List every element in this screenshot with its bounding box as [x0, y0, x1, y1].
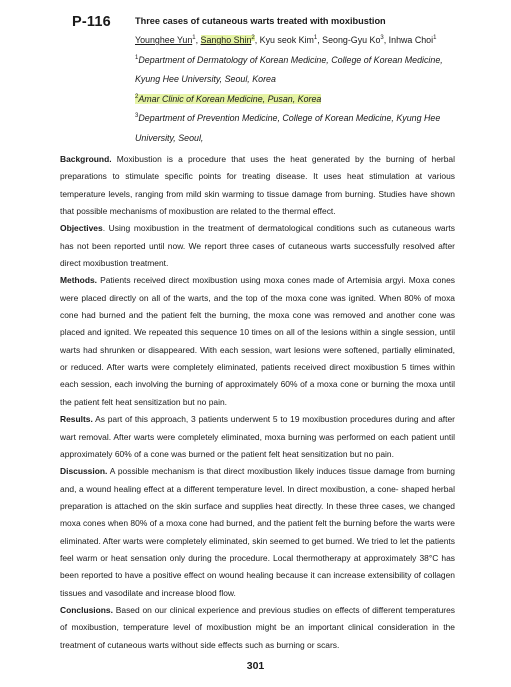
section-label: Discussion.: [60, 466, 108, 477]
section-label: Conclusions.: [60, 604, 113, 615]
author-name: Younghee Yun: [135, 35, 193, 45]
author-affiliation-mark: 1: [192, 35, 196, 41]
section-label: Background.: [60, 154, 112, 164]
affiliation-text: Amar Clinic of Korean Medicine, Pusan, Korea: [138, 93, 322, 104]
author-affiliation-mark: 2: [251, 35, 255, 41]
affiliation-mark: 2: [135, 93, 139, 100]
affiliation-highlight: [135, 94, 321, 104]
author-name: , Inhwa Choi: [383, 35, 434, 45]
results-paragraph: [60, 411, 455, 463]
page-number: 301: [246, 660, 265, 672]
abstract-body: [60, 151, 455, 654]
author-affiliation-mark: 3: [380, 35, 384, 41]
affiliation-text: Department of Prevention Medicine, College of Korean Medicine, Kyung Hee: [138, 113, 441, 123]
affiliation-3-cont: University, Seoul,: [135, 132, 204, 143]
affiliation-mark: 3: [135, 113, 139, 119]
affiliation-text: Department of Dermatology of Korean Medicine, College of Korean Medicine,: [138, 54, 443, 65]
abstract-header: [135, 14, 500, 148]
section-text: As part of this approach, 3 patients underwent 5 to 19 moxibustion procedures during and after wart removal. After warts were completely eliminated, moxa burning was performed on each patient until approximately 60% of a cone was burned or the patient felt heat sensitization but no pain.: [60, 414, 455, 459]
section-text: . Using moxibustion in the treatment of dermatological conditions such as cutaneous warts has not been reported until now. We report three cases of cutaneous warts successfully resolved after direct moxibustion treatment.: [60, 223, 455, 269]
discussion-paragraph: [60, 463, 455, 602]
objectives-paragraph: [60, 220, 455, 272]
background-paragraph: [60, 151, 455, 220]
section-text: A possible mechanism is that direct moxibustion likely induces tissue damage from burning and, a wound healing effect at a different temperature level. In direct moxibustion, a cone- shaped herbal preparation is attached on the skin surface and supplies heat directly. In these three cases, we changed moxa cones when 80% of a moxa cone had burned, and the patient felt the burning before the warts were eliminated. After warts were completely eliminated, skin seemed to get burned. We tried to let the patients feel warm or heat sensation only during the procedure. Local thermotherapy at approximately 38°C has been reported to have a positive effect on wound healing because it can increase extensibility of collagen tissues and vasodilate and increase blood flow.: [60, 466, 455, 598]
section-text: Moxibustion is a procedure that uses the heat generated by the burning of herbal preparations to stimulate specific points for treating disease. It uses heat stimulation at various temperature levels, ranging from mild skin warming to tissue damage from burning. Studies have shown that possible mechanisms of moxibustion are related to the thermal effect.: [60, 154, 455, 217]
section-text: Patients received direct moxibustion using moxa cones made of Artemisia argyi. Moxa cones were placed directly on all of the warts, and the top of the moxa cone was ignited. When 80% of moxa cone had burned and the patient felt the burning, the moxa cone was removed and another cone was placed and ignited. We repeated this sequence 10 times on all of the lesions within a single session, until warts had shrunken or disappeared. With each session, wart lesions were softened, partially eliminated, or reduced. After warts were completely eliminated, patients received direct moxibustion 5 times within each session, each involving the burning of approximately 60% of a moxa cone or burning the moxa until the patient felt heat sensitization but no pain.: [60, 275, 455, 407]
author-affiliation-mark: 1: [313, 35, 318, 41]
section-label: Methods.: [60, 275, 98, 286]
author-separator: ,: [195, 35, 201, 45]
affiliation-1-cont: Kyung Hee University, Seoul, Korea: [135, 74, 276, 84]
highlighted-author-name: Sangho Shin: [200, 35, 252, 45]
section-text: Based on our clinical experience and previous studies on effects of different temperatures of moxibustion, temperature level of moxibustion might be an important clinical consideration in the treatment of cutaneous warts without side effects such as burning or scars.: [60, 604, 455, 650]
affiliation-3: [135, 109, 500, 129]
affiliation-mark: 1: [135, 54, 139, 61]
author-list: [135, 31, 500, 51]
author-name: , Seong-Gyu Ko: [317, 35, 381, 45]
methods-paragraph: [60, 272, 455, 411]
author-name: , Kyu seok Kim: [254, 35, 314, 45]
conclusions-paragraph: [60, 602, 455, 654]
author-affiliation-mark: 1: [433, 35, 437, 41]
affiliation-2: [135, 90, 500, 110]
section-label: Objectives: [60, 223, 103, 234]
section-label: Results.: [60, 414, 93, 425]
abstract-code: P-116: [72, 14, 111, 30]
affiliation-1: [135, 51, 500, 71]
abstract-title: Three cases of cutaneous warts treated with moxibustion: [135, 16, 386, 26]
